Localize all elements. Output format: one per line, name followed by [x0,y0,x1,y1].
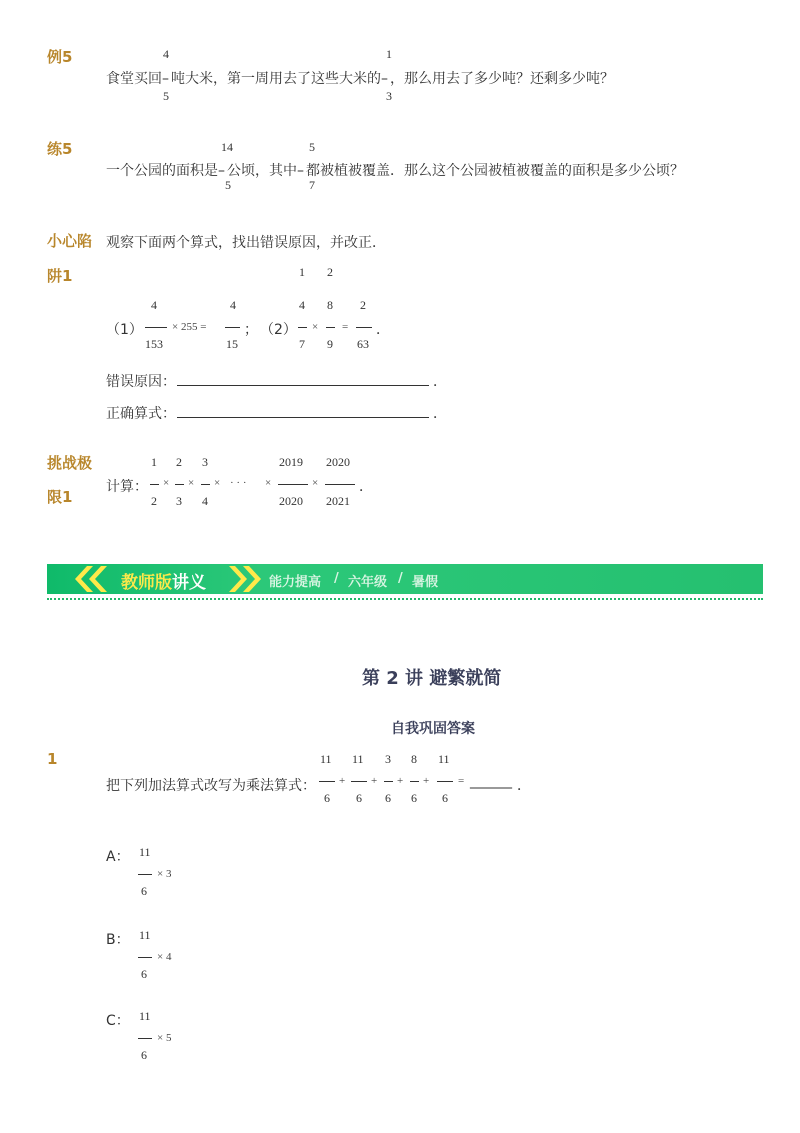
q1-end: ． [517,778,531,794]
fraction-bar [384,781,393,782]
double-chevron-right-icon [223,564,269,594]
q1-equals: = [458,775,465,787]
fraction-bar [175,484,184,485]
ch-times-3: × [214,477,221,489]
example-5-text [106,68,614,88]
ch-f4-den: 2020 [279,494,303,508]
fraction-bar [201,484,210,485]
banner-crumb-level: 能力提高 [269,575,322,590]
ch-f1-num: 1 [151,455,157,469]
q1-f4-num: 8 [411,752,417,766]
ch-f5-den: 2021 [326,494,350,508]
banner-title [121,568,206,593]
option-b-label[interactable]: B： [106,932,130,948]
correct-formula-period: ． [433,406,447,422]
trap-separator: ； [244,322,258,338]
option-a-den: 6 [141,884,147,898]
trap-top-num-2: 2 [327,265,333,279]
ch-f5-num: 2020 [326,455,350,469]
q1-answer-blank[interactable]: ______ [470,773,512,789]
challenge-label-line2: 限1 [47,488,73,506]
banner-crumb-sep: / [398,571,403,586]
trap-label-line2: 阱1 [47,267,73,285]
q1-f1-den: 6 [324,791,330,805]
answers-subtitle: 自我巩固答案 [391,721,475,737]
fraction-bar: – [297,163,304,179]
ex5-frac2-num: 1 [386,47,392,61]
fraction-bar [326,327,335,328]
ex5-text-b: 吨大米，第一周用去了这些大米的 [171,71,381,87]
trap-f1-num: 4 [151,298,157,312]
q1-f4-den: 6 [411,791,417,805]
option-b-times: × 4 [157,951,172,963]
option-b-num: 11 [139,928,151,942]
pr5-text-a: 一个公园的面积是 [106,163,218,179]
challenge-label-line1: 挑战极 [47,454,93,472]
q1-plus-2: + [371,775,378,787]
banner-dotted-divider [47,598,763,600]
q1-plus-3: + [397,775,404,787]
option-c-den: 6 [141,1048,147,1062]
teacher-edition-banner [47,564,763,594]
ex5-frac2-den: 3 [386,89,392,103]
fraction-bar [356,327,372,328]
trap-end: ． [376,322,390,338]
trap-f5-den: 63 [357,337,369,351]
ch-times-1: × [163,477,170,489]
pr5-text-c: 都被植被覆盖．那么这个公园被植被覆盖的面积是多少公顷？ [306,163,684,179]
fraction-bar [351,781,367,782]
trap-top-num-1: 1 [299,265,305,279]
banner-title-white: 讲义 [172,573,206,593]
correct-formula-label: 正确算式： [106,406,176,422]
fraction-bar [138,1038,152,1039]
calc-label: 计算： [106,479,148,495]
pr5-text-b: 公顷，其中 [227,163,297,179]
option-a-times: × 3 [157,868,172,880]
banner-crumb-grade: 六年级 [348,575,388,590]
trap-f4-den: 9 [327,337,333,351]
correct-formula-answer-line[interactable] [177,417,429,418]
trap-f2-den: 15 [226,337,238,351]
error-reason-period: ． [433,374,447,390]
ch-times-5: × [312,477,319,489]
lecture-title: 第 2 讲 避繁就简 [362,668,502,689]
fraction-bar [319,781,335,782]
pr5-frac1-num: 14 [221,140,233,154]
q1-f5-den: 6 [442,791,448,805]
trap-f1-den: 153 [145,337,163,351]
ch-end: ． [359,479,373,495]
trap-instruction: 观察下面两个算式，找出错误原因，并改正． [106,235,386,251]
ch-f1-den: 2 [151,494,157,508]
ch-f2-num: 2 [176,455,182,469]
q1-f2-num: 11 [352,752,364,766]
fraction-bar [298,327,307,328]
trap-f5-num: 2 [360,298,366,312]
trap-times-255: × 255 = [172,321,207,333]
option-b-den: 6 [141,967,147,981]
fraction-bar [410,781,419,782]
ch-times-4: × [265,477,272,489]
trap-f3-num: 4 [299,298,305,312]
option-a-label[interactable]: A： [106,849,130,865]
ch-f3-den: 4 [202,494,208,508]
fraction-bar: – [162,71,169,87]
ex5-frac1-num: 4 [163,47,169,61]
banner-crumb-term: 暑假 [412,575,439,590]
ch-f3-num: 3 [202,455,208,469]
q1-f5-num: 11 [438,752,450,766]
fraction-bar [145,327,167,328]
fraction-bar [278,484,308,485]
q1-f1-num: 11 [320,752,332,766]
pr5-frac1-den: 5 [225,178,231,192]
option-c-num: 11 [139,1009,151,1023]
option-c-times: × 5 [157,1032,172,1044]
q1-plus-4: + [423,775,430,787]
fraction-bar [138,957,152,958]
pr5-frac2-den: 7 [309,178,315,192]
q1-f3-den: 6 [385,791,391,805]
ex5-text-a: 食堂买回 [106,71,162,87]
example-5-label: 例5 [47,48,73,66]
fraction-bar [225,327,240,328]
trap-f4-num: 8 [327,298,333,312]
double-chevron-left-icon [69,564,115,594]
error-reason-answer-line[interactable] [177,385,429,386]
trap-f3-den: 7 [299,337,305,351]
trap-equals: = [342,321,349,333]
trap-times: × [312,321,319,333]
ch-f4-num: 2019 [279,455,303,469]
fraction-bar [138,874,152,875]
fraction-bar [150,484,159,485]
trap-f2-num: 4 [230,298,236,312]
pr5-frac2-num: 5 [309,140,315,154]
option-c-label[interactable]: C： [106,1013,130,1029]
practice-5-label: 练5 [47,140,73,158]
fraction-bar [325,484,355,485]
practice-5-text [106,160,684,180]
ex5-text-c: ，那么用去了多少吨？还剩多少吨？ [390,71,614,87]
fraction-bar: – [218,163,225,179]
q1-plus-1: + [339,775,346,787]
option-a-num: 11 [139,845,151,859]
fraction-bar [437,781,453,782]
ex5-frac1-den: 5 [163,89,169,103]
ch-ellipsis: · · · [230,477,247,489]
trap-label-line1: 小心陷 [47,232,93,250]
q1-f3-num: 3 [385,752,391,766]
question-1-text: 把下列加法算式改写为乘法算式： [106,778,316,794]
fraction-bar: – [381,71,388,87]
banner-crumb-sep: / [334,571,339,586]
ch-times-2: × [188,477,195,489]
question-1-label: 1 [47,750,58,768]
banner-title-yellow: 教师版 [121,573,172,593]
ch-f2-den: 3 [176,494,182,508]
error-reason-label: 错误原因： [106,374,176,390]
trap-expr-1-label: （1） [106,322,143,338]
trap-expr-2-label: （2） [260,322,297,338]
q1-f2-den: 6 [356,791,362,805]
